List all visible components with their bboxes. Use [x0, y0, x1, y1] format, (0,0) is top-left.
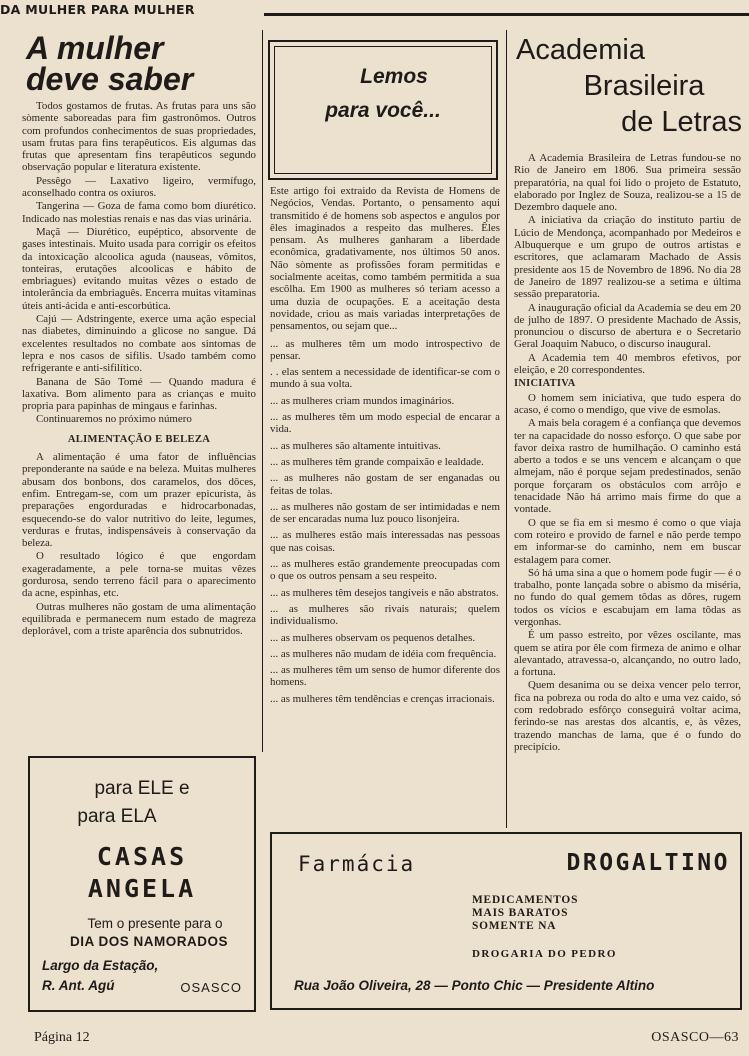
- lemos-title-box: [268, 40, 498, 180]
- fruit-paragraph: [22, 313, 256, 374]
- ad-drogaria: DROGARIA DO PEDRO: [472, 948, 617, 960]
- list-item: ... as mulheres não gostam de ser enganadas ou feitas de tolas.: [270, 472, 500, 497]
- article-column-2: [270, 185, 500, 709]
- ad-city: OSASCO: [180, 980, 242, 995]
- column-divider: [506, 30, 507, 828]
- title-line-1: Academia: [516, 34, 645, 66]
- page-header: [0, 0, 749, 22]
- article-title-mulher: [26, 30, 256, 97]
- body-paragraph: O resultado lógico é que engordam exageradamente, a pele torna-se muitas vêzes gordurosa, sendo terreno fácil para o aparecimento da acne, espinhas, etc.: [22, 550, 256, 600]
- ad-line: para ELA: [77, 806, 157, 827]
- fruit-name: Pessêgo: [36, 174, 72, 187]
- list-item: ... as mulheres não gostam de ser intimidadas e nem de ser encaradas numa luz pouco lisonjeira.: [270, 500, 500, 526]
- ad-tagline-highlight: [30, 934, 254, 949]
- body-paragraph: A inauguração oficial da Academia se deu em 20 de julho de 1897. O presidente Machado de Assis, pronunciou o discurso de abertura e o Secretario Geral Joaquim Nabuco, o discurso inaugural.: [514, 301, 741, 351]
- fruit-text: — Quando madura é laxativa. Bom alimento para as crianças e muito propria para papinhas de mingaus e farinhas.: [22, 375, 256, 413]
- body-paragraph: A Academia Brasileira de Letras fundou-se no Rio de Janeiro em 1806. Sua primeira sessão preparatória, na qual foi lido o projeto de Estatuto, elaborado por Inglez de Souza, realizou-se a 15 de Dezembro daquele ano.: [514, 152, 741, 214]
- list-item: ... as mulheres estão grandemente preocupadas com o que os outros pensam a seu respeito.: [270, 558, 500, 583]
- ad-tagline-text: DIA DOS NAMORADOS: [69, 934, 228, 949]
- body-paragraph: Só há uma sina a que o homem pode fugir — é o trabalho, ponte lançada sobre o abismo da miséria, no fundo do qual gemem tôdas as dôres, rugem todos os vícios e escabujam em lama tôdas as vergonhas.: [514, 566, 741, 628]
- list-item: ... as mulheres têm um modo especial de encarar a vida.: [270, 411, 500, 436]
- title-line-2: Brasileira: [583, 70, 705, 102]
- fruit-paragraph: [22, 376, 256, 413]
- section-heading-beleza: ALIMENTAÇÃO E BELEZA: [67, 433, 211, 445]
- continued-note: Continuaremos no próximo número: [36, 413, 192, 426]
- ad-brand: DROGALTINO: [566, 850, 730, 876]
- fruit-paragraph: [22, 175, 256, 200]
- ad-brand: CASAS: [96, 842, 188, 871]
- list-item: ... as mulheres têm desejos tangíveis e não abstratos.: [270, 586, 499, 599]
- body-paragraph: O homem sem iniciativa, que tudo espera do acaso, é como o mendigo, que vive de esmolas.: [514, 391, 741, 416]
- ad-line: para ELE e: [94, 778, 190, 799]
- body-paragraph: A iniciativa da criação do instituto partiu de Lúcio de Mendonça, acompanhado por Medeiros e Albuquerque e um grupo de outros artistas e escritores, que aclamaram Machado de Assis presidente aos 15 de Novembro de 1896. No dia 28 de Janeiro de 1897 realizou-se a setima e última sessão preparatoria.: [514, 214, 741, 301]
- section-heading-iniciativa: INICIATIVA: [514, 378, 576, 390]
- fruit-text: — Laxativo ligeiro, vermífugo, aconselhado contra os oxiuros.: [22, 174, 256, 200]
- title-line-1: Lemos: [360, 65, 428, 88]
- ad-address: R. Ant. Agú: [42, 978, 115, 993]
- list-item: ... as mulheres observam os pequenos detalhes.: [270, 631, 476, 644]
- body-paragraph: Quem desanima ou se deixa vencer pelo terror, fica na pobreza ou roda do alto e uma vez caido, só com redobrado esfôrço conseguirá voltar acima, ferindo-se nas arestas dos alcantis, e, às vêzes, trazendo manchas de lama, que é o fundo do precipício.: [514, 679, 741, 753]
- list-item: ... as mulheres têm grande compaixão e lealdade.: [270, 455, 484, 468]
- fruit-name: Cajú: [36, 313, 57, 326]
- ad-tagline: Tem o presente para o: [87, 916, 223, 931]
- ad-promo-line: MAIS BARATOS: [472, 907, 569, 919]
- list-item: ... as mulheres criam mundos imaginários.: [270, 394, 455, 407]
- body-paragraph: A mais bela coragem é a confiança que devemos ter na capacidade do nosso esforço. O que sabe por favor deixa rastro de humilhação. O caminho está aberto a todos e se uns vencem e alcançam o que almejam, não é porque sejam predestinados, senão porque forçaram os obstáculos com arrôjo e tenacidade Não há arrimo mais firme do que a vontade.: [514, 417, 741, 516]
- fruit-name: Banana de São Tomé: [36, 375, 143, 388]
- section-title: DA MULHER PARA MULHER: [0, 2, 195, 17]
- title-line-2: para você...: [325, 99, 441, 122]
- header-rule: [264, 13, 749, 16]
- ad-promo: [472, 894, 578, 933]
- list-item: ... as mulheres têm tendências e crenças irracionais.: [270, 692, 495, 705]
- intro-paragraph: Todos gostamos de frutas. As frutas para uns são sòmente saboreadas para fim gastronômos. Outros com profundos conhecimentos de suas propriedades, usam frutas para fins terapêuticos. Eis algumas das frutas que apresentam fins terapêuticos segundo observação popular e literatura existente.: [22, 100, 256, 174]
- list-item: ... as mulheres têm um senso de humor diferente dos homens.: [270, 664, 500, 689]
- article-title-academia: [512, 32, 742, 140]
- fruit-text: — Goza de fama como bom diurético. Indicado nas molestias renais e nas das vias urinária.: [22, 200, 256, 225]
- body-paragraph: O que se fia em si mesmo é como o que viaja com roteiro e provido de farnel e não perde tempo em informar-se do caminho, nem em buscar estalagem para comer.: [514, 516, 741, 566]
- fruit-name: Maçã: [36, 225, 61, 238]
- footer-city-year: OSASCO—63: [651, 1030, 739, 1045]
- ad-casas-angela: [28, 756, 256, 1012]
- fruit-paragraph: [22, 226, 256, 312]
- ad-promo-line: SOMENTE NA: [472, 920, 557, 932]
- ad-brand: ANGELA: [87, 874, 197, 903]
- article-column-1: [22, 100, 256, 638]
- article-title-lemos: [270, 60, 496, 128]
- list-item: ... as mulheres não mudam de idéia com frequência.: [270, 647, 497, 660]
- title-line-1: A mulher: [26, 30, 164, 66]
- fruit-text: — Adstringente, exerce uma ação especial nas diabetes, diminuindo a glicose no sangue. Dá excelentes resultados no combate aos sintomas de lepra e nos casos de sifilis. Usado também como refrigerante e anti-sifilítico.: [22, 313, 256, 375]
- body-paragraph: A alimentação é uma fator de influências preponderante na saúde e na beleza. Muitas mulheres abusam dos bonbons, dos caramelos, dos dôces, enfim. Entregam-se, com um prazer epicurista, às preparações engorduradas e hidrocarbonadas, esquecendo-se do valor nutritivo do leite, legumes, verduras e frutas, indispensáveis à conservação da beleza.: [22, 451, 256, 550]
- body-paragraph: É um passo estreito, por vêzes oscilante, mas quem se atira por êle com firmeza de animo e olhar alevantado, atravessa-o, alcançando, no outro lado, a fortuna.: [514, 629, 741, 679]
- body-paragraph: A Academia tem 40 membros efetivos, por eleição, e 20 correspondentes.: [514, 351, 741, 377]
- list-item: . . elas sentem a necessidade de identificar-se com o mundo à sua volta.: [270, 366, 500, 391]
- ad-promo-line: MEDICAMENTOS: [472, 894, 579, 906]
- ad-prefix: Farmácia: [298, 852, 416, 876]
- list-item: ... as mulheres têm um modo introspectivo de pensar.: [270, 337, 500, 362]
- list-item: ... as mulheres são altamente intuitivas.: [270, 439, 441, 452]
- column-divider: [262, 30, 263, 752]
- body-paragraph: Outras mulheres não gostam de uma alimentação equilibrada e permanecem num estado de magreza deplorável, com a triste aparência dos subnutridos.: [22, 600, 256, 638]
- ad-address: Largo da Estação,: [42, 958, 159, 973]
- fruit-paragraph: [22, 200, 256, 225]
- ad-address: Rua João Oliveira, 28 — Ponto Chic — Presidente Altino: [294, 978, 655, 993]
- page-number: Página 12: [34, 1030, 90, 1045]
- list-item: ... as mulheres estão mais interessadas nas pessoas que nas coisas.: [270, 529, 500, 554]
- article-column-3: [514, 152, 741, 754]
- list-item: ... as mulheres são rivais naturais; quelem individualismo.: [270, 602, 500, 628]
- title-line-2: deve saber: [26, 61, 194, 97]
- fruit-text: — Diurético, eupéptico, absorvente de gases intestinais. Muito usada para corrigir os efeitos da intoxicação alcoolica aguda (nauseas, vômitos, tonteiras, erutações alcoolicas e hábito de embriagues) evitando muitas vêzes o estado de intolerância da embriaguês. Encerra muitas vitaminas úteis anti-ácida e anti-escorbútica.: [22, 225, 256, 312]
- title-line-3: de Letras: [621, 106, 742, 138]
- fruit-name: Tangerina: [36, 200, 80, 213]
- ad-farmacia-drogaltino: [270, 832, 742, 1010]
- intro-paragraph: Este artigo foi extraido da Revista de Homens de Negócios, Vendas. Portanto, o pensamento aqui transmitido é de homens sob aspectos e angulos por êles imaginados a respeito das mulheres. Êles pensam. As mulheres ganharam a liberdade econômica, gradativamente, nos últimos 50 anos. Não sòmente as profissões foram permitidas e socialmente aceitas, como também permitida a sua escôlha. Em 1900 as mulheres só teriam acesso a uma duzia de ocupações. E a aceitação desta novidade, criou as mais variadas interpretações de pensamentos, ou sejam que...: [270, 185, 500, 333]
